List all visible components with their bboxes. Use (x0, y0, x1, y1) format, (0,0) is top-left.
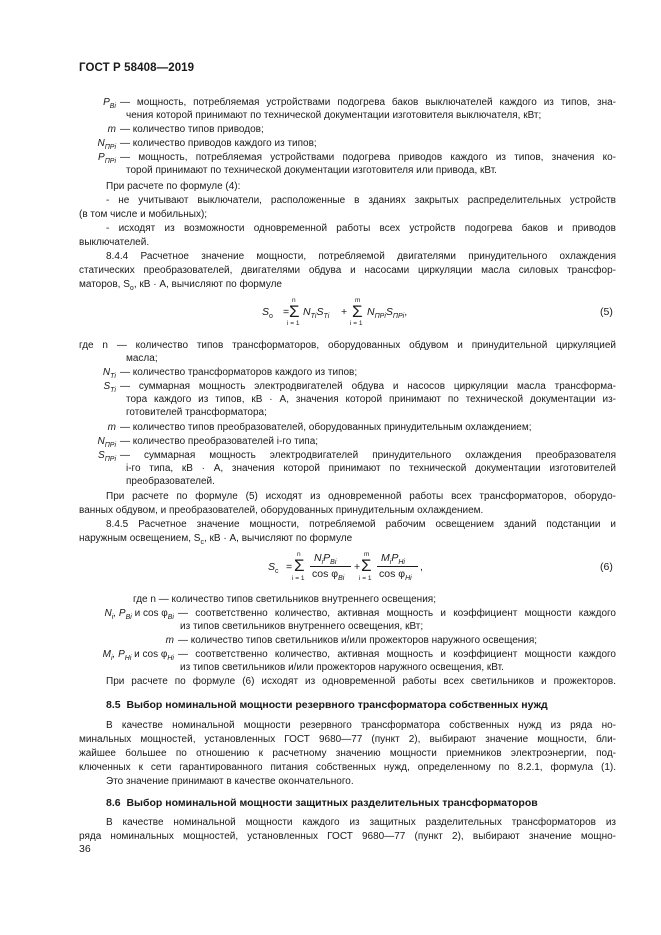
legend-text: — количество трансформаторов каждого из типов; (120, 367, 358, 378)
sum-lower-limit: i = 1 (350, 320, 363, 327)
formula-comma: , (420, 561, 423, 573)
sum-lower-limit: i = 1 (359, 575, 372, 582)
fraction-numerator: $N_iP_{Bi}$ (314, 552, 337, 567)
sum-lower-limit: i = 1 (292, 575, 305, 582)
legend-text-cont: из типов светильников и/или прожекторов наружного освещения, кВт. (180, 662, 504, 673)
legend-symbol: $S_{ПРi}$ (98, 450, 116, 463)
paragraph: статических преобразователей, двигателями обдува и насосами циркуляции масла силовых трансфор- (79, 265, 616, 276)
paragraph: В качестве номинальной мощности каждого из защитных разделительных трансформаторов из (106, 817, 616, 828)
sum-sign: Σ (294, 556, 305, 575)
legend-text-cont: торой принимают по технической документации изготовителя или привода, кВт. (126, 165, 497, 176)
paragraph: - не учитывают выключатели, расположенные в зданиях закрытых распределительных устройств (106, 195, 616, 206)
paragraph: наружным освещением, $S_с$, кВ · А, вычисляют по формуле (79, 533, 353, 546)
formula-lhs: $S_о$ (262, 306, 273, 321)
legend-text: — мощность, потребляемая устройствами подогрева приводов каждого из типов, значения ко- (120, 152, 616, 163)
sum-upper-limit: n (292, 297, 296, 304)
sum-upper-limit: m (364, 551, 370, 558)
legend-text: — суммарная мощность электродвигателей обдува и насосов циркуляции масла трансформа- (120, 381, 616, 392)
legend-text: — соответственно количество, активная мощность и коэффициент мощности каждого (178, 649, 616, 660)
legend-text-cont: масла; (126, 353, 158, 364)
legend-text: — соответственно количество, активная мощность и коэффициент мощности каждого (178, 608, 616, 619)
legend-text-cont: тора каждого из типов, кВ · А, значения которой принимают по технической документации из- (126, 394, 616, 405)
paragraph: Это значение принимают в качестве окончательного. (106, 776, 354, 787)
legend-symbol: $M_i$, $P_{Hi}$ и $\cos \varphi_{Hi}$ (102, 649, 174, 662)
section-heading: 8.6 Выбор номинальной мощности защитных разделительных трансформаторов (106, 797, 538, 809)
formula-plus: + (341, 306, 348, 318)
legend-symbol: m (107, 422, 116, 433)
paragraph: 8.4.5 Расчетное значение мощности, потребляемой рабочим освещением зданий подстанции и (106, 519, 616, 530)
paragraph: ключенных к сети гарантированного питания собственных нужд, определенному по 8.2.1, формула (1). (79, 762, 616, 773)
paragraph: - исходят из возможности одновременной работы всех устройств подогрева баков и приводов (106, 223, 616, 234)
paragraph: При расчете по формуле (6) исходят из одновременной работы всех светильников и прожекторов. (106, 676, 616, 687)
document-header: ГОСТ Р 58408—2019 (79, 62, 195, 74)
legend-text: где n — количество типов светильников внутреннего освещения; (133, 594, 436, 605)
formula-plus: + (354, 561, 361, 573)
fraction-numerator: $M_iP_{Hi}$ (381, 552, 405, 567)
legend-text: — количество типов приводов; (120, 124, 264, 135)
sum-sign: Σ (289, 302, 300, 321)
formula-equals: = (286, 561, 293, 573)
fraction-bar (377, 566, 418, 567)
formula-equals: = (283, 306, 290, 318)
paragraph: выключателей. (79, 237, 150, 248)
paragraph: При расчете по формуле (5) исходят из одновременной работы всех трансформаторов, оборудо- (106, 491, 616, 502)
paragraph: минальных мощностей, установленных ГОСТ 9680—77 (пункт 2), выбирают значение мощности, бли- (79, 734, 616, 745)
section-heading: 8.5 Выбор номинальной мощности резервного трансформатора собственных нужд (106, 699, 548, 711)
legend-symbol: $N_{ПРi}$ (97, 436, 116, 449)
legend-text: — количество типов светильников и/или прожекторов наружного освещения; (178, 635, 538, 646)
paragraph: При расчете по формуле (4): (106, 181, 241, 192)
sum-sign: Σ (361, 556, 372, 575)
legend-text: где n — количество типов трансформаторов, оборудованных обдувом и принудительной циркуляцией (79, 340, 616, 351)
paragraph: (в том числе и мобильных); (79, 209, 208, 220)
formula-number: (6) (600, 561, 613, 573)
page-number: 36 (79, 843, 91, 855)
formula-number: (5) (600, 306, 613, 318)
legend-symbol: $S_{Тi}$ (103, 381, 116, 394)
sum-upper-limit: m (355, 297, 361, 304)
legend-symbol: $P_{Bi}$ (103, 97, 116, 110)
sum-lower-limit: i = 1 (287, 320, 300, 327)
paragraph: 8.4.4 Расчетное значение мощности, потребляемой двигателями принудительного охлаждения (106, 251, 616, 262)
formula-lhs: $S_с$ (268, 561, 279, 576)
formula-term: $N_{Тi}S_{Тi}$ (303, 306, 330, 321)
legend-text-cont: преобразователей. (126, 476, 215, 487)
formula-term: $N_{ПРi}S_{ПРi}$, (367, 306, 408, 321)
fraction-bar (310, 566, 351, 567)
legend-text-cont: чения которой принимают по технической документации изготовителя выключателя, кВт; (126, 110, 542, 121)
paragraph: маторов, $S_о$, кВ · А, вычисляют по формуле (79, 279, 282, 292)
paragraph: ванных обдувом, и преобразователей, оборудованных принудительным охлаждением. (79, 505, 484, 516)
sum-upper-limit: n (297, 551, 301, 558)
legend-text-cont: i-го типа, кВ · А, значения которой принимают по технической документации изготовителей (126, 463, 616, 474)
legend-text: — количество приводов каждого из типов; (120, 138, 317, 149)
legend-text: — количество преобразователей i-го типа; (120, 436, 319, 447)
legend-text-cont: из типов светильников внутреннего освещения, кВт; (180, 621, 424, 632)
legend-symbol: m (107, 124, 116, 135)
legend-symbol: $P_{ПРi}$ (98, 152, 116, 165)
sum-sign: Σ (352, 302, 363, 321)
legend-text: — количество типов преобразователей, оборудованных принудительным охлаждением; (120, 422, 532, 433)
legend-symbol: $N_{ПРi}$ (97, 138, 116, 151)
legend-symbol: $N_{Тi}$ (102, 367, 116, 380)
legend-symbol: $N_i$, $P_{Bi}$ и $\cos \varphi_{Bi}$ (104, 608, 174, 621)
paragraph: В качестве номинальной мощности резервного трансформатора собственных нужд из ряда но- (106, 720, 616, 731)
fraction-denominator: $\cos \varphi_{Hi}$ (379, 568, 412, 583)
paragraph: жайшее большее по отношению к расчетному значению мощности приемников электроэнергии, под- (79, 748, 616, 759)
legend-text-cont: готовителей трансформатора; (126, 407, 267, 418)
legend-text: — суммарная мощность электродвигателей принудительного охлаждения преобразователя (120, 450, 616, 461)
legend-text: — мощность, потребляемая устройствами подогрева баков выключателей каждого из типов, зна- (120, 97, 616, 108)
legend-symbol: m (165, 635, 174, 646)
fraction-denominator: $\cos \varphi_{Bi}$ (312, 568, 345, 583)
paragraph: ряда номинальных мощностей, установленных ГОСТ 9680—77 (пункт 2), выбирают значение мощно- (79, 831, 616, 842)
